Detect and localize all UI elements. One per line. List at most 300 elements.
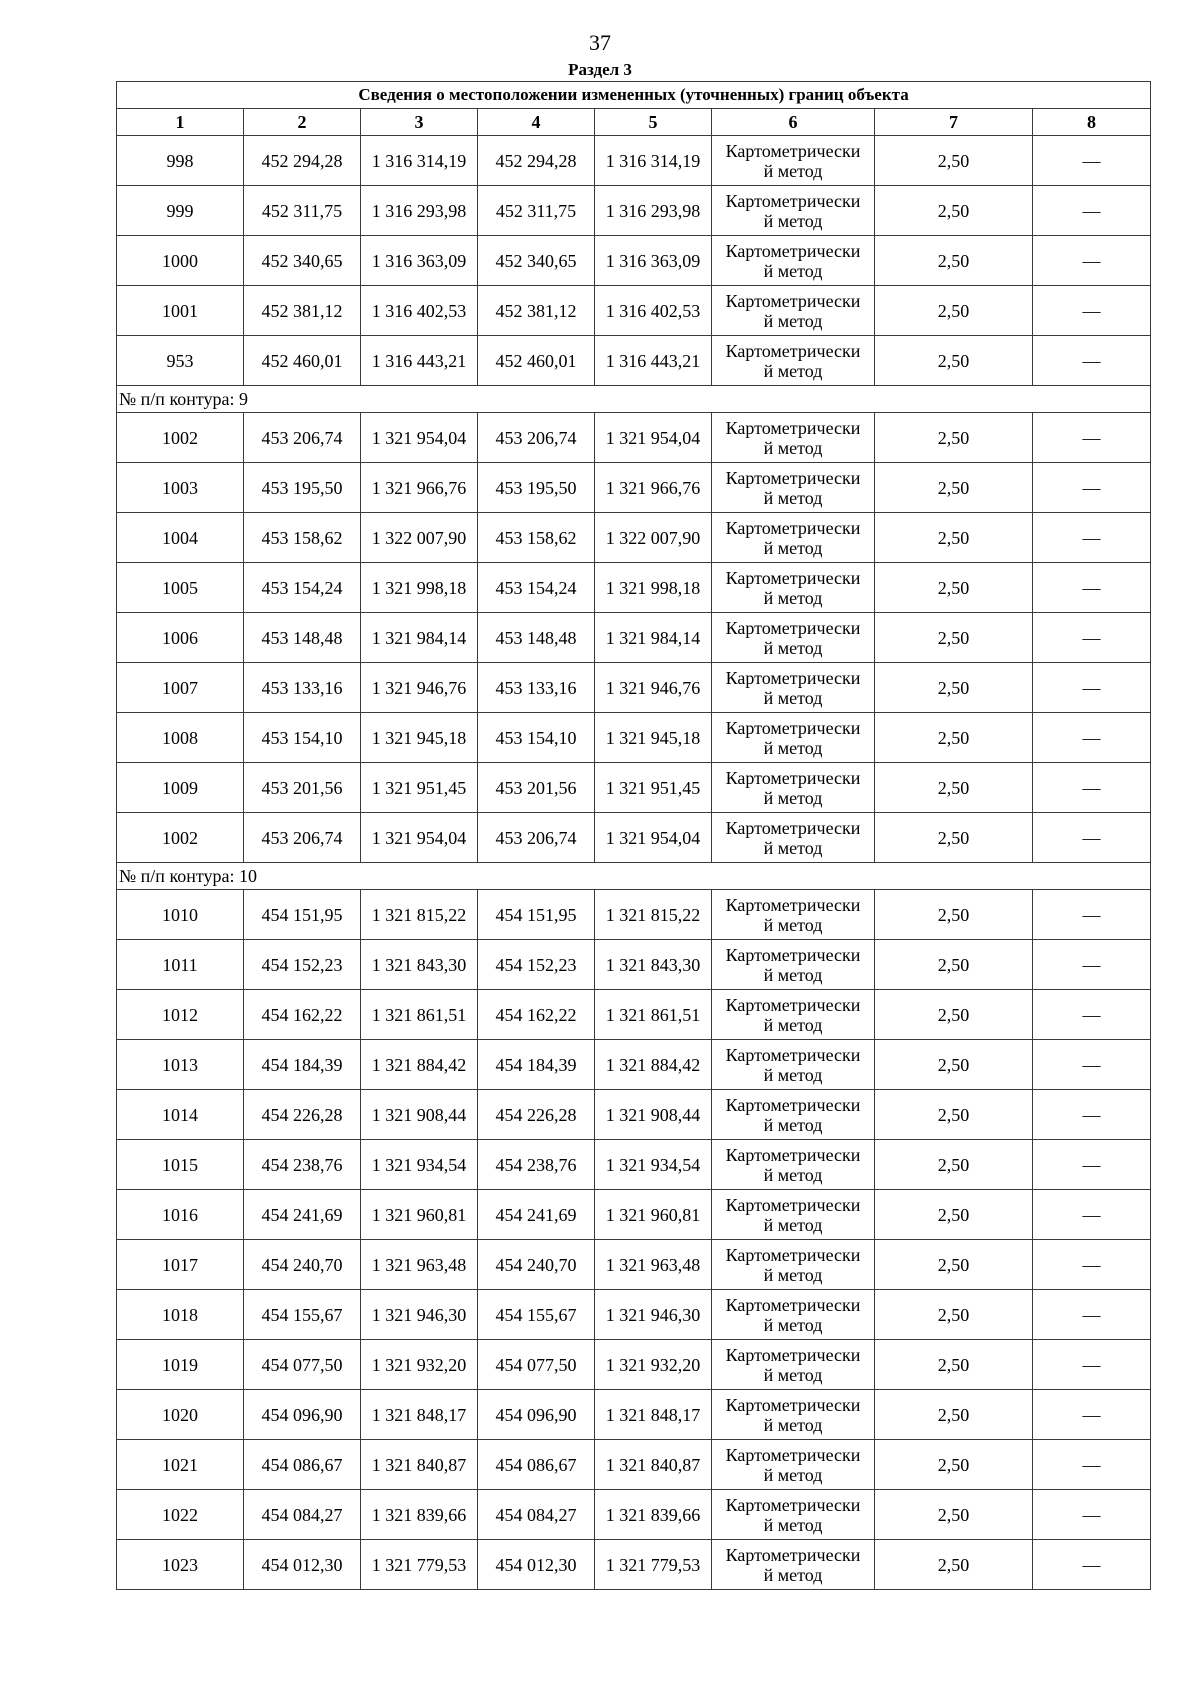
accuracy-cell: 2,50 — [875, 813, 1033, 863]
method-text-line-2: й метод — [763, 260, 823, 281]
point-number-cell: 1013 — [117, 1040, 244, 1090]
column-number: 6 — [712, 109, 875, 136]
x-existing-cell: 453 195,50 — [244, 463, 361, 513]
method-cell — [712, 563, 875, 613]
y-new-cell: 1 321 934,54 — [595, 1140, 712, 1190]
method-text-line-1: Картометрически — [725, 417, 861, 438]
method-cell — [712, 1490, 875, 1540]
table-row — [117, 463, 1151, 513]
table-row — [117, 1540, 1151, 1590]
point-number-cell: 1005 — [117, 563, 244, 613]
method-text-line-1: Картометрически — [725, 1294, 861, 1315]
accuracy-cell: 2,50 — [875, 563, 1033, 613]
table-row — [117, 1290, 1151, 1340]
description-cell: — — [1033, 1040, 1151, 1090]
table-row — [117, 713, 1151, 763]
contour-label: № п/п контура: 9 — [117, 386, 1151, 413]
method-text-line-2: й метод — [763, 1314, 823, 1335]
boundary-coordinates-table — [116, 81, 1151, 1590]
y-new-cell: 1 321 946,30 — [595, 1290, 712, 1340]
accuracy-cell: 2,50 — [875, 663, 1033, 713]
x-existing-cell: 454 155,67 — [244, 1290, 361, 1340]
x-new-cell: 453 133,16 — [478, 663, 595, 713]
method-cell — [712, 1390, 875, 1440]
description-cell: — — [1033, 236, 1151, 286]
method-text-line-2: й метод — [763, 1414, 823, 1435]
accuracy-cell: 2,50 — [875, 763, 1033, 813]
x-existing-cell: 454 086,67 — [244, 1440, 361, 1490]
point-number-cell: 1002 — [117, 413, 244, 463]
column-number: 7 — [875, 109, 1033, 136]
description-cell: — — [1033, 763, 1151, 813]
x-new-cell: 454 152,23 — [478, 940, 595, 990]
method-cell — [712, 136, 875, 186]
point-number-cell: 1021 — [117, 1440, 244, 1490]
accuracy-cell: 2,50 — [875, 1190, 1033, 1240]
point-number-cell: 1000 — [117, 236, 244, 286]
method-text-line-1: Картометрически — [725, 1144, 861, 1165]
y-new-cell: 1 316 314,19 — [595, 136, 712, 186]
y-existing-cell: 1 316 443,21 — [361, 336, 478, 386]
method-cell — [712, 613, 875, 663]
method-text-line-2: й метод — [763, 1564, 823, 1585]
x-new-cell: 454 077,50 — [478, 1340, 595, 1390]
description-cell: — — [1033, 186, 1151, 236]
y-existing-cell: 1 321 932,20 — [361, 1340, 478, 1390]
description-cell: — — [1033, 1440, 1151, 1490]
method-text-line-1: Картометрически — [725, 1444, 861, 1465]
method-text-line-2: й метод — [763, 210, 823, 231]
method-text-line-2: й метод — [763, 487, 823, 508]
method-text-line-2: й метод — [763, 1114, 823, 1135]
x-existing-cell: 452 340,65 — [244, 236, 361, 286]
x-existing-cell: 454 152,23 — [244, 940, 361, 990]
y-existing-cell: 1 321 945,18 — [361, 713, 478, 763]
column-number: 1 — [117, 109, 244, 136]
x-new-cell: 453 195,50 — [478, 463, 595, 513]
y-new-cell: 1 316 363,09 — [595, 236, 712, 286]
description-cell: — — [1033, 813, 1151, 863]
x-new-cell: 452 381,12 — [478, 286, 595, 336]
table-row — [117, 236, 1151, 286]
x-existing-cell: 454 012,30 — [244, 1540, 361, 1590]
x-existing-cell: 454 162,22 — [244, 990, 361, 1040]
y-existing-cell: 1 321 843,30 — [361, 940, 478, 990]
point-number-cell: 1002 — [117, 813, 244, 863]
method-text-line-1: Картометрически — [725, 944, 861, 965]
x-existing-cell: 454 077,50 — [244, 1340, 361, 1390]
y-existing-cell: 1 321 960,81 — [361, 1190, 478, 1240]
method-text-line-1: Картометрически — [725, 617, 861, 638]
x-existing-cell: 453 206,74 — [244, 413, 361, 463]
method-cell — [712, 713, 875, 763]
contour-header-row — [117, 863, 1151, 890]
y-new-cell: 1 321 815,22 — [595, 890, 712, 940]
method-text-line-2: й метод — [763, 837, 823, 858]
point-number-cell: 1015 — [117, 1140, 244, 1190]
contour-label: № п/п контура: 10 — [117, 863, 1151, 890]
accuracy-cell: 2,50 — [875, 336, 1033, 386]
method-text-line-2: й метод — [763, 1264, 823, 1285]
method-text-line-1: Картометрически — [725, 667, 861, 688]
accuracy-cell: 2,50 — [875, 1490, 1033, 1540]
method-cell — [712, 186, 875, 236]
table-row — [117, 1140, 1151, 1190]
x-new-cell: 453 206,74 — [478, 413, 595, 463]
method-text-line-2: й метод — [763, 637, 823, 658]
description-cell: — — [1033, 663, 1151, 713]
x-existing-cell: 454 184,39 — [244, 1040, 361, 1090]
y-new-cell: 1 316 402,53 — [595, 286, 712, 336]
y-new-cell: 1 321 779,53 — [595, 1540, 712, 1590]
y-new-cell: 1 322 007,90 — [595, 513, 712, 563]
point-number-cell: 999 — [117, 186, 244, 236]
x-new-cell: 452 340,65 — [478, 236, 595, 286]
description-cell: — — [1033, 1540, 1151, 1590]
method-text-line-1: Картометрически — [725, 467, 861, 488]
x-new-cell: 454 086,67 — [478, 1440, 595, 1490]
y-existing-cell: 1 321 884,42 — [361, 1040, 478, 1090]
description-cell: — — [1033, 563, 1151, 613]
description-cell: — — [1033, 1190, 1151, 1240]
y-existing-cell: 1 321 839,66 — [361, 1490, 478, 1540]
description-cell: — — [1033, 613, 1151, 663]
method-text-line-1: Картометрически — [725, 340, 861, 361]
x-existing-cell: 453 201,56 — [244, 763, 361, 813]
column-number: 3 — [361, 109, 478, 136]
description-cell: — — [1033, 1340, 1151, 1390]
table-row — [117, 890, 1151, 940]
y-new-cell: 1 321 839,66 — [595, 1490, 712, 1540]
accuracy-cell: 2,50 — [875, 1290, 1033, 1340]
section-title: Раздел 3 — [568, 60, 632, 79]
description-cell: — — [1033, 336, 1151, 386]
method-text-line-2: й метод — [763, 1064, 823, 1085]
method-text-line-1: Картометрически — [725, 1494, 861, 1515]
point-number-cell: 1011 — [117, 940, 244, 990]
method-text-line-2: й метод — [763, 1214, 823, 1235]
x-existing-cell: 453 154,24 — [244, 563, 361, 613]
table-row — [117, 136, 1151, 186]
y-new-cell: 1 321 963,48 — [595, 1240, 712, 1290]
x-existing-cell: 454 084,27 — [244, 1490, 361, 1540]
x-existing-cell: 453 154,10 — [244, 713, 361, 763]
x-new-cell: 454 184,39 — [478, 1040, 595, 1090]
method-text-line-2: й метод — [763, 964, 823, 985]
accuracy-cell: 2,50 — [875, 890, 1033, 940]
x-existing-cell: 454 096,90 — [244, 1390, 361, 1440]
column-number: 8 — [1033, 109, 1151, 136]
x-existing-cell: 454 226,28 — [244, 1090, 361, 1140]
x-new-cell: 453 201,56 — [478, 763, 595, 813]
accuracy-cell: 2,50 — [875, 1440, 1033, 1490]
table-row — [117, 1040, 1151, 1090]
y-existing-cell: 1 321 848,17 — [361, 1390, 478, 1440]
accuracy-cell: 2,50 — [875, 1040, 1033, 1090]
y-new-cell: 1 321 998,18 — [595, 563, 712, 613]
y-existing-cell: 1 316 314,19 — [361, 136, 478, 186]
x-existing-cell: 453 158,62 — [244, 513, 361, 563]
method-cell — [712, 763, 875, 813]
method-cell — [712, 1190, 875, 1240]
x-new-cell: 454 096,90 — [478, 1390, 595, 1440]
point-number-cell: 1010 — [117, 890, 244, 940]
method-text-line-1: Картометрически — [725, 1344, 861, 1365]
accuracy-cell: 2,50 — [875, 236, 1033, 286]
table-body — [117, 136, 1151, 1590]
method-cell — [712, 663, 875, 713]
method-text-line-1: Картометрически — [725, 1194, 861, 1215]
x-new-cell: 452 294,28 — [478, 136, 595, 186]
method-text-line-2: й метод — [763, 1164, 823, 1185]
table-row — [117, 1240, 1151, 1290]
contour-header-row — [117, 386, 1151, 413]
description-cell: — — [1033, 1390, 1151, 1440]
table-row — [117, 1340, 1151, 1390]
y-existing-cell: 1 321 998,18 — [361, 563, 478, 613]
y-new-cell: 1 321 951,45 — [595, 763, 712, 813]
method-text-line-1: Картометрически — [725, 1044, 861, 1065]
x-existing-cell: 454 151,95 — [244, 890, 361, 940]
x-existing-cell: 453 148,48 — [244, 613, 361, 663]
y-existing-cell: 1 321 815,22 — [361, 890, 478, 940]
method-cell — [712, 1040, 875, 1090]
method-cell — [712, 813, 875, 863]
x-new-cell: 452 311,75 — [478, 186, 595, 236]
column-number: 2 — [244, 109, 361, 136]
point-number-cell: 1014 — [117, 1090, 244, 1140]
x-existing-cell: 454 238,76 — [244, 1140, 361, 1190]
method-text-line-2: й метод — [763, 1464, 823, 1485]
y-existing-cell: 1 321 984,14 — [361, 613, 478, 663]
method-cell — [712, 890, 875, 940]
x-new-cell: 454 155,67 — [478, 1290, 595, 1340]
description-cell: — — [1033, 463, 1151, 513]
accuracy-cell: 2,50 — [875, 463, 1033, 513]
y-new-cell: 1 321 908,44 — [595, 1090, 712, 1140]
point-number-cell: 1017 — [117, 1240, 244, 1290]
method-cell — [712, 1140, 875, 1190]
y-existing-cell: 1 321 954,04 — [361, 813, 478, 863]
point-number-cell: 1019 — [117, 1340, 244, 1390]
y-existing-cell: 1 316 402,53 — [361, 286, 478, 336]
y-existing-cell: 1 316 293,98 — [361, 186, 478, 236]
description-cell: — — [1033, 1140, 1151, 1190]
method-cell — [712, 1540, 875, 1590]
x-new-cell: 453 206,74 — [478, 813, 595, 863]
method-text-line-2: й метод — [763, 737, 823, 758]
x-existing-cell: 452 294,28 — [244, 136, 361, 186]
point-number-cell: 1007 — [117, 663, 244, 713]
method-text-line-2: й метод — [763, 1014, 823, 1035]
method-cell — [712, 463, 875, 513]
y-new-cell: 1 321 984,14 — [595, 613, 712, 663]
point-number-cell: 1012 — [117, 990, 244, 1040]
table-row — [117, 1390, 1151, 1440]
method-cell — [712, 413, 875, 463]
table-row — [117, 1190, 1151, 1240]
point-number-cell: 1023 — [117, 1540, 244, 1590]
table-caption: Сведения о местоположении измененных (уточненных) границ объекта — [117, 82, 1151, 109]
accuracy-cell: 2,50 — [875, 1140, 1033, 1190]
page-number: 37 — [589, 30, 611, 55]
y-existing-cell: 1 321 908,44 — [361, 1090, 478, 1140]
method-text-line-1: Картометрически — [725, 1394, 861, 1415]
x-existing-cell: 453 206,74 — [244, 813, 361, 863]
x-new-cell: 453 158,62 — [478, 513, 595, 563]
x-new-cell: 452 460,01 — [478, 336, 595, 386]
method-text-line-1: Картометрически — [725, 1544, 861, 1565]
accuracy-cell: 2,50 — [875, 286, 1033, 336]
accuracy-cell: 2,50 — [875, 1390, 1033, 1440]
description-cell: — — [1033, 890, 1151, 940]
description-cell: — — [1033, 940, 1151, 990]
table-row — [117, 1490, 1151, 1540]
description-cell: — — [1033, 1240, 1151, 1290]
accuracy-cell: 2,50 — [875, 413, 1033, 463]
point-number-cell: 953 — [117, 336, 244, 386]
x-existing-cell: 452 460,01 — [244, 336, 361, 386]
description-cell: — — [1033, 713, 1151, 763]
method-text-line-1: Картометрически — [725, 290, 861, 311]
y-existing-cell: 1 316 363,09 — [361, 236, 478, 286]
description-cell: — — [1033, 513, 1151, 563]
method-cell — [712, 1090, 875, 1140]
description-cell: — — [1033, 1290, 1151, 1340]
method-cell — [712, 1290, 875, 1340]
method-text-line-1: Картометрически — [725, 190, 861, 211]
table-row — [117, 513, 1151, 563]
method-text-line-1: Картометрически — [725, 1244, 861, 1265]
y-new-cell: 1 321 861,51 — [595, 990, 712, 1040]
y-existing-cell: 1 321 946,76 — [361, 663, 478, 713]
method-text-line-1: Картометрически — [725, 767, 861, 788]
method-text-line-1: Картометрически — [725, 994, 861, 1015]
point-number-cell: 1004 — [117, 513, 244, 563]
column-number: 5 — [595, 109, 712, 136]
method-text-line-1: Картометрически — [725, 140, 861, 161]
method-text-line-1: Картометрически — [725, 817, 861, 838]
column-number: 4 — [478, 109, 595, 136]
method-text-line-1: Картометрически — [725, 894, 861, 915]
y-new-cell: 1 321 840,87 — [595, 1440, 712, 1490]
method-text-line-2: й метод — [763, 437, 823, 458]
y-existing-cell: 1 321 951,45 — [361, 763, 478, 813]
y-existing-cell: 1 321 840,87 — [361, 1440, 478, 1490]
accuracy-cell: 2,50 — [875, 1090, 1033, 1140]
description-cell: — — [1033, 286, 1151, 336]
method-text-line-2: й метод — [763, 1364, 823, 1385]
method-cell — [712, 336, 875, 386]
y-new-cell: 1 321 843,30 — [595, 940, 712, 990]
method-text-line-2: й метод — [763, 687, 823, 708]
x-new-cell: 454 240,70 — [478, 1240, 595, 1290]
method-cell — [712, 990, 875, 1040]
point-number-cell: 1018 — [117, 1290, 244, 1340]
table-row — [117, 1090, 1151, 1140]
y-new-cell: 1 316 293,98 — [595, 186, 712, 236]
method-cell — [712, 940, 875, 990]
description-cell: — — [1033, 413, 1151, 463]
description-cell: — — [1033, 1490, 1151, 1540]
method-text-line-1: Картометрически — [725, 517, 861, 538]
y-new-cell: 1 321 966,76 — [595, 463, 712, 513]
table-row — [117, 990, 1151, 1040]
x-existing-cell: 452 311,75 — [244, 186, 361, 236]
method-cell — [712, 1340, 875, 1390]
accuracy-cell: 2,50 — [875, 513, 1033, 563]
table-row — [117, 813, 1151, 863]
accuracy-cell: 2,50 — [875, 613, 1033, 663]
y-existing-cell: 1 321 966,76 — [361, 463, 478, 513]
x-new-cell: 454 084,27 — [478, 1490, 595, 1540]
x-existing-cell: 454 240,70 — [244, 1240, 361, 1290]
table-row — [117, 286, 1151, 336]
y-new-cell: 1 321 946,76 — [595, 663, 712, 713]
y-new-cell: 1 321 848,17 — [595, 1390, 712, 1440]
point-number-cell: 1008 — [117, 713, 244, 763]
column-number-row — [117, 109, 1151, 136]
point-number-cell: 1016 — [117, 1190, 244, 1240]
method-text-line-2: й метод — [763, 160, 823, 181]
x-existing-cell: 452 381,12 — [244, 286, 361, 336]
x-new-cell: 454 241,69 — [478, 1190, 595, 1240]
x-existing-cell: 454 241,69 — [244, 1190, 361, 1240]
method-cell — [712, 1440, 875, 1490]
method-text-line-2: й метод — [763, 537, 823, 558]
method-text-line-2: й метод — [763, 914, 823, 935]
accuracy-cell: 2,50 — [875, 713, 1033, 763]
method-text-line-1: Картометрически — [725, 240, 861, 261]
method-text-line-2: й метод — [763, 1514, 823, 1535]
y-new-cell: 1 321 945,18 — [595, 713, 712, 763]
method-cell — [712, 513, 875, 563]
y-existing-cell: 1 321 861,51 — [361, 990, 478, 1040]
point-number-cell: 998 — [117, 136, 244, 186]
accuracy-cell: 2,50 — [875, 186, 1033, 236]
table-row — [117, 336, 1151, 386]
table-row — [117, 613, 1151, 663]
x-new-cell: 454 012,30 — [478, 1540, 595, 1590]
accuracy-cell: 2,50 — [875, 990, 1033, 1040]
accuracy-cell: 2,50 — [875, 1540, 1033, 1590]
method-text-line-1: Картометрически — [725, 1094, 861, 1115]
table-row — [117, 940, 1151, 990]
method-cell — [712, 236, 875, 286]
method-text-line-2: й метод — [763, 587, 823, 608]
y-new-cell: 1 321 954,04 — [595, 813, 712, 863]
y-new-cell: 1 321 932,20 — [595, 1340, 712, 1390]
y-existing-cell: 1 321 946,30 — [361, 1290, 478, 1340]
method-cell — [712, 1240, 875, 1290]
accuracy-cell: 2,50 — [875, 1240, 1033, 1290]
table-row — [117, 413, 1151, 463]
point-number-cell: 1001 — [117, 286, 244, 336]
y-new-cell: 1 321 954,04 — [595, 413, 712, 463]
point-number-cell: 1022 — [117, 1490, 244, 1540]
x-new-cell: 454 162,22 — [478, 990, 595, 1040]
description-cell: — — [1033, 1090, 1151, 1140]
table-row — [117, 563, 1151, 613]
y-new-cell: 1 321 960,81 — [595, 1190, 712, 1240]
table-caption-row — [117, 82, 1151, 109]
x-new-cell: 454 226,28 — [478, 1090, 595, 1140]
x-new-cell: 454 238,76 — [478, 1140, 595, 1190]
accuracy-cell: 2,50 — [875, 1340, 1033, 1390]
method-text-line-1: Картометрически — [725, 567, 861, 588]
accuracy-cell: 2,50 — [875, 136, 1033, 186]
point-number-cell: 1020 — [117, 1390, 244, 1440]
